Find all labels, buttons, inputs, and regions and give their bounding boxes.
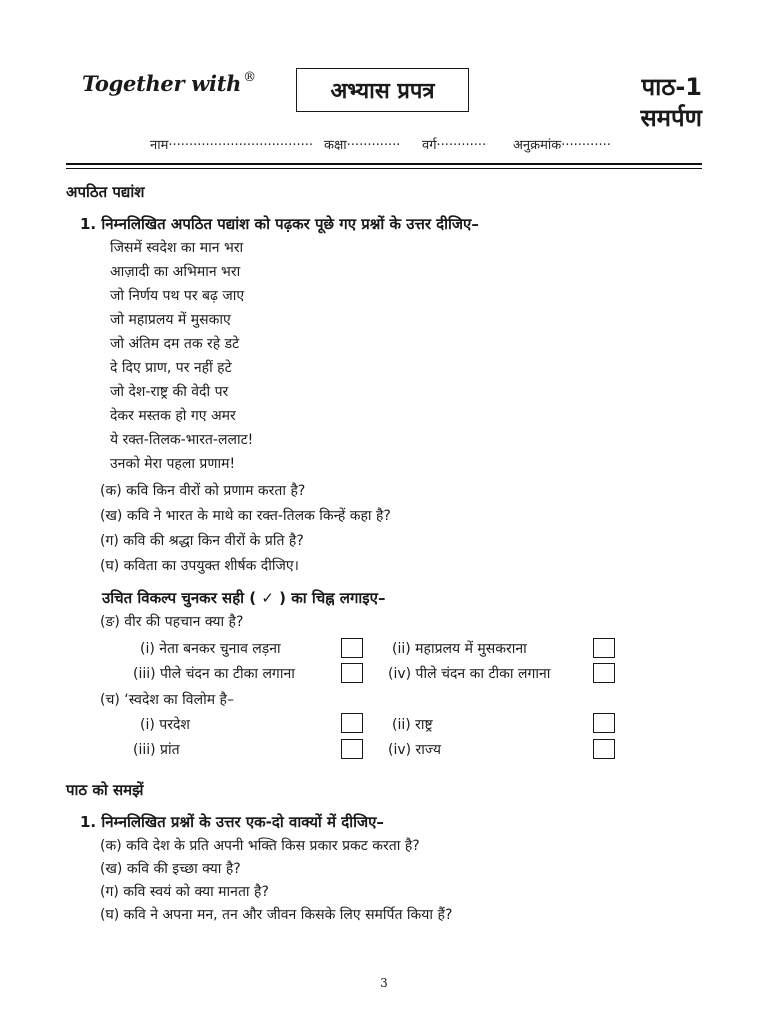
subquestion-kha: (ख) कवि ने भारत के माथे का रक्त-तिलक किन्हें कहा है?	[100, 508, 391, 524]
answer-checkbox[interactable]	[593, 638, 615, 658]
mcq-option: (ii) महाप्रलय में मुसकराना	[392, 641, 527, 657]
lesson-name: समर्पण	[640, 104, 702, 132]
question-1-heading: 1. निम्नलिखित अपठित पद्यांश को पढ़कर पूछे गए प्रश्नों के उत्तर दीजिए–	[80, 215, 479, 233]
question-1-heading: 1. निम्नलिखित प्रश्नों के उत्तर एक-दो वाक्यों में दीजिए–	[80, 813, 384, 831]
class-field[interactable]: कक्षा·············	[324, 138, 401, 153]
mcq-option: (iv) पीले चंदन का टीका लगाना	[388, 666, 551, 682]
page-number: 3	[380, 976, 388, 990]
mcq-option: (i) परदेश	[140, 717, 190, 733]
publisher-logo	[82, 70, 256, 96]
poem-line: जो अंतिम दम तक रहे डटे	[110, 336, 240, 352]
section-heading-understand-lesson: पाठ को समझें	[66, 781, 144, 799]
subquestion-gha: (घ) कविता का उपयुक्त शीर्षक दीजिए।	[100, 558, 299, 574]
answer-checkbox[interactable]	[593, 663, 615, 683]
name-field[interactable]: नाम···································	[150, 138, 313, 153]
subquestion-kha: (ख) कवि की इच्छा क्या है?	[100, 861, 241, 877]
poem-line: जो महाप्रलय में मुसकाए	[110, 312, 231, 328]
mcq-question-cha: (च) ‘स्वदेश का विलोम है–	[100, 692, 234, 708]
section-heading-unseen-passage: अपठित पद्यांश	[66, 183, 145, 201]
worksheet-title-box	[296, 68, 469, 112]
poem-line: जो देश-राष्ट्र की वेदी पर	[110, 384, 229, 400]
section-field[interactable]: वर्ग············	[422, 138, 487, 153]
poem-line: उनको मेरा पहला प्रणाम!	[110, 456, 236, 472]
poem-line: जो निर्णय पथ पर बढ़ जाए	[110, 288, 245, 304]
subquestion-ga: (ग) कवि की श्रद्धा किन वीरों के प्रति है?	[100, 533, 304, 549]
poem-line: दे दिए प्राण, पर नहीं हटे	[110, 360, 232, 376]
poem-line: देकर मस्तक हो गए अमर	[110, 408, 236, 424]
answer-checkbox[interactable]	[341, 739, 363, 759]
lesson-number: पाठ-1	[641, 73, 702, 101]
answer-checkbox[interactable]	[593, 739, 615, 759]
registered-mark: ®	[243, 70, 256, 85]
poem-line: ये रक्त-तिलक-भारत-ललाट!	[110, 432, 254, 448]
answer-checkbox[interactable]	[341, 663, 363, 683]
header-divider-thick	[66, 163, 702, 165]
roll-number-field[interactable]: अनुक्रमांक············	[513, 138, 611, 153]
mcq-option: (i) नेता बनकर चुनाव लड़ना	[140, 641, 281, 657]
header-divider-thin	[66, 168, 702, 169]
subquestion-ka: (क) कवि देश के प्रति अपनी भक्ति किस प्रकार प्रकट करता है?	[100, 838, 420, 854]
mcq-option: (ii) राष्ट्र	[392, 717, 433, 733]
mcq-option: (iv) राज्य	[388, 742, 442, 758]
answer-checkbox[interactable]	[341, 713, 363, 733]
answer-checkbox[interactable]	[341, 638, 363, 658]
subquestion-gha: (घ) कवि ने अपना मन, तन और जीवन किसके लिए समर्पित किया हैं?	[100, 907, 453, 923]
subquestion-ka: (क) कवि किन वीरों को प्रणाम करता है?	[100, 483, 306, 499]
subquestion-ga: (ग) कवि स्वयं को क्या मानता है?	[100, 884, 269, 900]
logo-text: Together with	[82, 71, 242, 96]
mcq-option: (iii) प्रांत	[133, 742, 180, 758]
mcq-question-nga: (ङ) वीर की पहचान क्या है?	[100, 614, 244, 630]
lesson-heading	[640, 72, 702, 134]
answer-checkbox[interactable]	[593, 713, 615, 733]
mcq-instruction: उचित विकल्प चुनकर सही ( ✓ ) का चिह्न लगाइए–	[102, 589, 386, 607]
poem-line: आज़ादी का अभिमान भरा	[110, 264, 241, 280]
poem-line: जिसमें स्वदेश का मान भरा	[110, 240, 244, 256]
worksheet-title: अभ्यास प्रपत्र	[330, 79, 435, 104]
mcq-option: (iii) पीले चंदन का टीका लगाना	[133, 666, 295, 682]
